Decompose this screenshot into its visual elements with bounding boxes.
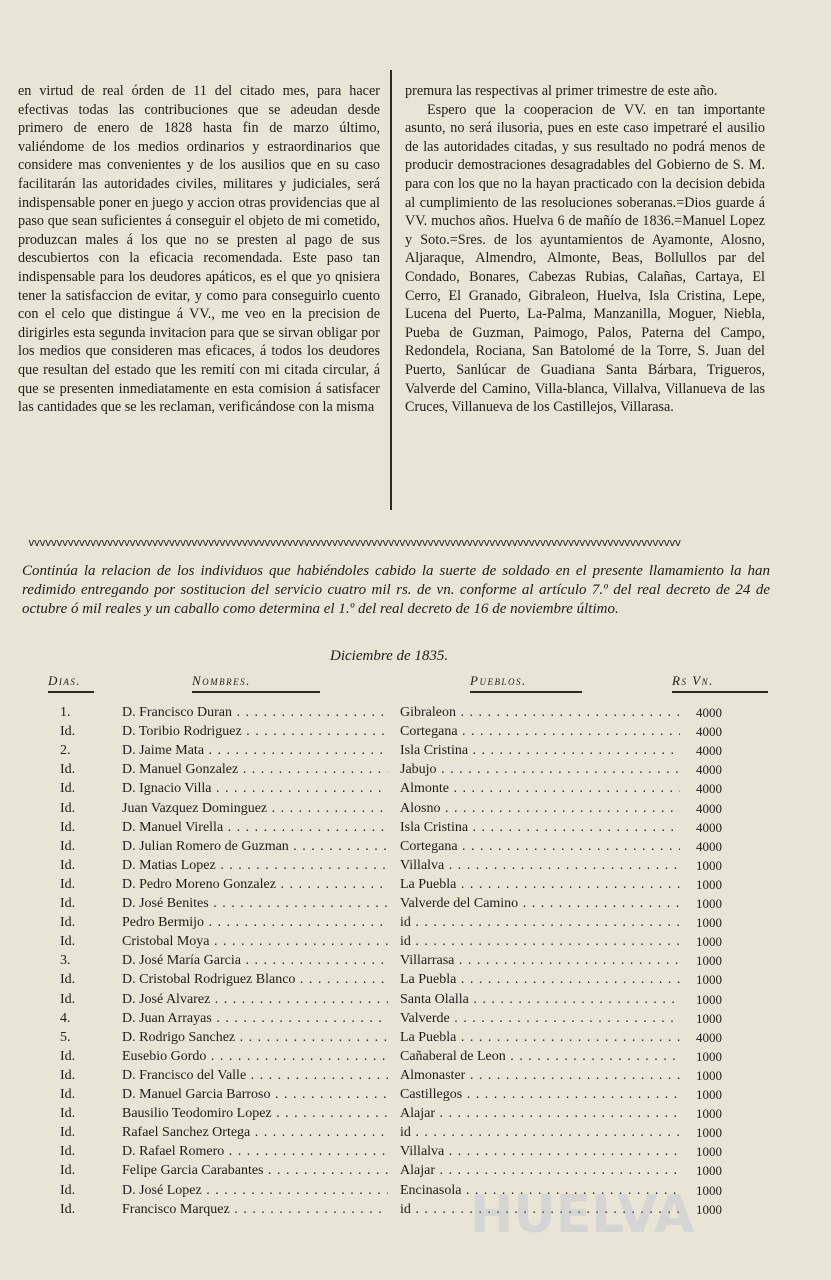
- row-town: Alosno . . .: [400, 801, 680, 817]
- row-amount: 1000: [696, 1010, 722, 1026]
- row-name: Eusebio Gordo . . .: [122, 1049, 388, 1065]
- row-name: Felipe Garcia Carabantes . . .: [122, 1163, 388, 1179]
- row-day: Id.: [60, 1144, 76, 1160]
- row-amount: 1000: [696, 1106, 722, 1122]
- row-town: Isla Cristina . . .: [400, 820, 680, 836]
- header-reales-vellon: Rs Vn.: [672, 673, 768, 693]
- row-town: Almonaster . . .: [400, 1068, 680, 1084]
- row-amount: 1000: [696, 972, 722, 988]
- row-name: D. Julian Romero de Guzman . . .: [122, 839, 388, 855]
- header-dias: Dias.: [48, 673, 94, 693]
- table-row: [0, 858, 831, 878]
- row-amount: 4000: [696, 724, 722, 740]
- row-name: Bausilio Teodomiro Lopez . . .: [122, 1106, 388, 1122]
- header-pueblos: Pueblos.: [470, 673, 582, 693]
- table-row: [0, 762, 831, 782]
- column-divider: [390, 70, 392, 510]
- row-name: Juan Vazquez Dominguez . . .: [122, 801, 388, 817]
- row-day: Id.: [60, 876, 76, 892]
- table-row: [0, 1163, 831, 1183]
- row-amount: 4000: [696, 819, 722, 835]
- row-day: Id.: [60, 1106, 76, 1122]
- row-amount: 4000: [696, 743, 722, 759]
- table-row: [0, 915, 831, 935]
- row-town: Encinasola . . .: [400, 1183, 680, 1199]
- row-town: id . . .: [400, 934, 680, 950]
- row-name: D. Francisco Duran . . .: [122, 705, 388, 721]
- left-column-text: en virtud de real órden de 11 del citado mes, para hacer efectivas todas las contribuciones que se adeudan desde primero de enero de 1828 hasta fin de marzo último, valiéndome de los medios ordinarios y estraordinarios que considere mas convenientes y de los ausilios que en su caso facilitarán las autoridades civiles, militares y judiciales, será indispensable poner en juego y accion otras providencias que al paso que sean suficientes á conseguir el objeto de mi cometido, produzcan males á los que no se presten al pago de sus descubiertos con la eficacia recomendada. Este paso tan indispensable para los deudores apáticos, es el que yo qnisiera tener la satisfaccion de evitar, y como para conseguirlo cuento con el celo que distingue á VV., me veo en la precision de dirigirles esta segunda invitacion para que se sirvan obligar por los medios que consideren mas eficaces, á todos los deudores que resultan del estado que les remití con mi citada circular, á que se presenten inmediatamente en esta comision á satisfacer las cantidades que se les reclaman, verificándose con la misma: [18, 83, 380, 416]
- row-name: D. Manuel Garcia Barroso . . .: [122, 1087, 388, 1103]
- row-amount: 1000: [696, 934, 722, 950]
- row-day: Id.: [60, 857, 76, 873]
- row-day: 3.: [60, 953, 71, 969]
- row-amount: 1000: [696, 991, 722, 1007]
- row-day: Id.: [60, 800, 76, 816]
- row-town: La Puebla . . .: [400, 972, 680, 988]
- row-name: D. Cristobal Rodriguez Blanco . . .: [122, 972, 388, 988]
- archive-watermark: HUELVA: [470, 1185, 695, 1245]
- row-town: Villarrasa . . .: [400, 953, 680, 969]
- row-name: D. Matias Lopez . . .: [122, 858, 388, 874]
- table-row: [0, 781, 831, 801]
- row-day: 5.: [60, 1029, 71, 1045]
- list-introduction: Continúa la relacion de los individuos que habiéndoles cabido la suerte de soldado en el presente llamamiento la han redimido entregando por sostitucion del servicio cuatro mil rs. de vn. conforme al artículo 7.º del real decreto de 24 de octubre ó mil reales y un caballo como determina el 1.º del real decreto de 16 de noviembre último.: [22, 563, 770, 617]
- row-name: D. José Lopez . . .: [122, 1183, 388, 1199]
- row-town: Alajar . . .: [400, 1163, 680, 1179]
- table-row: [0, 1068, 831, 1088]
- table-row: [0, 1087, 831, 1107]
- row-day: Id.: [60, 934, 76, 950]
- row-day: Id.: [60, 1067, 76, 1083]
- table-row: [0, 1011, 831, 1031]
- row-day: Id.: [60, 724, 76, 740]
- row-day: Id.: [60, 972, 76, 988]
- row-day: 2.: [60, 743, 71, 759]
- row-town: Cortegana . . .: [400, 724, 680, 740]
- left-column: [18, 82, 380, 417]
- row-name: D. José María Garcia . . .: [122, 953, 388, 969]
- table-row: [0, 1106, 831, 1126]
- row-town: Villalva . . .: [400, 858, 680, 874]
- row-amount: 1000: [696, 1048, 722, 1064]
- row-amount: 1000: [696, 896, 722, 911]
- row-name: D. José Benites . . .: [122, 896, 388, 912]
- table-row: [0, 820, 831, 840]
- row-town: Alajar . . .: [400, 1106, 680, 1122]
- row-name: D. Rodrigo Sanchez . . .: [122, 1030, 388, 1046]
- row-day: Id.: [60, 1163, 76, 1179]
- row-town: Cortegana . . .: [400, 839, 680, 855]
- row-town: Santa Olalla . . .: [400, 992, 680, 1008]
- row-amount: 4000: [696, 838, 722, 854]
- row-day: Id.: [60, 1182, 76, 1198]
- row-day: Id.: [60, 1087, 76, 1102]
- row-day: Id.: [60, 781, 76, 797]
- row-name: D. José Alvarez . . .: [122, 992, 388, 1008]
- row-amount: 1000: [696, 1144, 722, 1160]
- row-town: La Puebla . . .: [400, 877, 680, 893]
- table-row: [0, 1144, 831, 1164]
- row-town: Valverde del Camino . . .: [400, 896, 680, 912]
- row-day: Id.: [60, 896, 76, 911]
- row-name: D. Ignacio Villa . . .: [122, 781, 388, 797]
- right-column-paragraph-1: premura las respectivas al primer trimestre de este año.: [405, 83, 718, 99]
- row-amount: 4000: [696, 800, 722, 816]
- row-day: Id.: [60, 1201, 76, 1217]
- row-day: Id.: [60, 838, 76, 854]
- row-name: D. Francisco del Valle . . .: [122, 1068, 388, 1084]
- row-town: Almonte . . .: [400, 781, 680, 797]
- row-town: id . . .: [400, 915, 680, 931]
- table-row: [0, 724, 831, 744]
- row-name: Cristobal Moya . . .: [122, 934, 388, 950]
- table-row: [0, 896, 831, 916]
- table-row: [0, 1030, 831, 1050]
- row-name: D. Rafael Romero . . .: [122, 1144, 388, 1160]
- row-day: 1.: [60, 705, 71, 720]
- table-row: [0, 1049, 831, 1069]
- row-amount: 4000: [696, 705, 722, 720]
- right-column: [405, 82, 765, 417]
- table-row: [0, 1202, 831, 1222]
- table-row: [0, 1183, 831, 1203]
- list-date: Diciembre de 1835.: [330, 648, 449, 664]
- row-amount: 1000: [696, 1067, 722, 1083]
- row-day: Id.: [60, 819, 76, 835]
- row-town: Isla Cristina . . .: [400, 743, 680, 759]
- row-town: Jabujo . . .: [400, 762, 680, 778]
- header-nombres: Nombres.: [192, 673, 320, 693]
- row-day: Id.: [60, 991, 76, 1007]
- row-town: Castillegos . . .: [400, 1087, 680, 1103]
- table-row: [0, 877, 831, 897]
- table-row: [0, 934, 831, 954]
- row-day: Id.: [60, 915, 76, 931]
- row-town: Valverde . . .: [400, 1011, 680, 1027]
- row-amount: 1000: [696, 1087, 722, 1102]
- row-amount: 1000: [696, 953, 722, 969]
- row-amount: 1000: [696, 915, 722, 931]
- table-row: [0, 992, 831, 1012]
- row-name: Pedro Bermijo . . .: [122, 915, 388, 931]
- row-amount: 1000: [696, 1201, 722, 1217]
- row-name: D. Pedro Moreno Gonzalez . . .: [122, 877, 388, 893]
- table-row: [0, 801, 831, 821]
- row-amount: 4000: [696, 781, 722, 797]
- table-row: [0, 972, 831, 992]
- row-amount: 1000: [696, 1182, 722, 1198]
- row-town: Cañaberal de Leon . . .: [400, 1049, 680, 1065]
- table-row: [0, 1125, 831, 1145]
- right-column-paragraph-2: Espero que la cooperacion de VV. en tan importante asunto, no será ilusoria, pues en este caso impetraré el ausilio de las autoridades citadas, y sus resultado no podrá menos de producir demostraciones desagradables del Gobierno de S. M. para con los que no la hayan practicado con la decision debida al cumplimiento de las resoluciones soberanas.=Dios guarde á VV. muchos años. Huelva 6 de mañío de 1836.=Manuel Lopez y Soto.=Sres. de los ayuntamientos de Ayamonte, Alosno, Aljaraque, Almendro, Almonte, Beas, Bollullos par del Condado, Bonares, Cabezas Rubias, Calañas, Cartaya, El Cerro, El Granado, Gibraleon, Huelva, Isla Cristina, Lepe, Lucena del Puerto, La-Palma, Manzanilla, Moguer, Niebla, Pueba de Guzman, Paimogo, Palos, Paterna del Campo, Redondela, Rociana, San Batolomé de la Torre, S. Juan del Puerto, Sanlúcar de Guadiana Santa Bárbara, Trigueros, Valverde del Camino, Villa-blanca, Villalva, Villanueva de las Cruces, Villanueva de los Castillejos, Villarasa.: [405, 101, 765, 416]
- row-name: Rafael Sanchez Ortega . . .: [122, 1125, 388, 1141]
- table-row: [0, 839, 831, 859]
- row-name: Francisco Marquez . . .: [122, 1202, 388, 1218]
- row-name: D. Juan Arrayas . . .: [122, 1011, 388, 1027]
- row-town: id . . .: [400, 1202, 680, 1218]
- row-amount: 4000: [696, 1029, 722, 1045]
- row-day: 4.: [60, 1010, 71, 1026]
- table-row: [0, 953, 831, 973]
- row-amount: 1000: [696, 1163, 722, 1179]
- row-town: La Puebla . . .: [400, 1030, 680, 1046]
- row-amount: 4000: [696, 762, 722, 778]
- table-row: [0, 743, 831, 763]
- table-row: [0, 705, 831, 725]
- row-name: D. Jaime Mata . . .: [122, 743, 388, 759]
- row-name: D. Toribio Rodriguez . . .: [122, 724, 388, 740]
- row-day: Id.: [60, 1125, 76, 1141]
- row-amount: 1000: [696, 876, 722, 892]
- row-amount: 1000: [696, 857, 722, 873]
- row-town: Villalva . . .: [400, 1144, 680, 1160]
- row-town: id . . .: [400, 1125, 680, 1141]
- ornamental-separator: vvvvvvvvvvvvvvvvvvvvvvvvvvvvvvvvvvvvvvvvvvvvvvvvvvvvvvvvvvvvvvvvvvvvvvvvvvvvvvvvvvvvvvvvvvvvvvvvvvvvvvvvvvvvvvvvvvvv: [28, 537, 681, 549]
- row-day: Id.: [60, 1048, 76, 1064]
- row-name: D. Manuel Gonzalez . . .: [122, 762, 388, 778]
- row-amount: 1000: [696, 1125, 722, 1141]
- row-day: Id.: [60, 762, 76, 778]
- row-name: D. Manuel Virella . . .: [122, 820, 388, 836]
- row-town: Gibraleon . . .: [400, 705, 680, 721]
